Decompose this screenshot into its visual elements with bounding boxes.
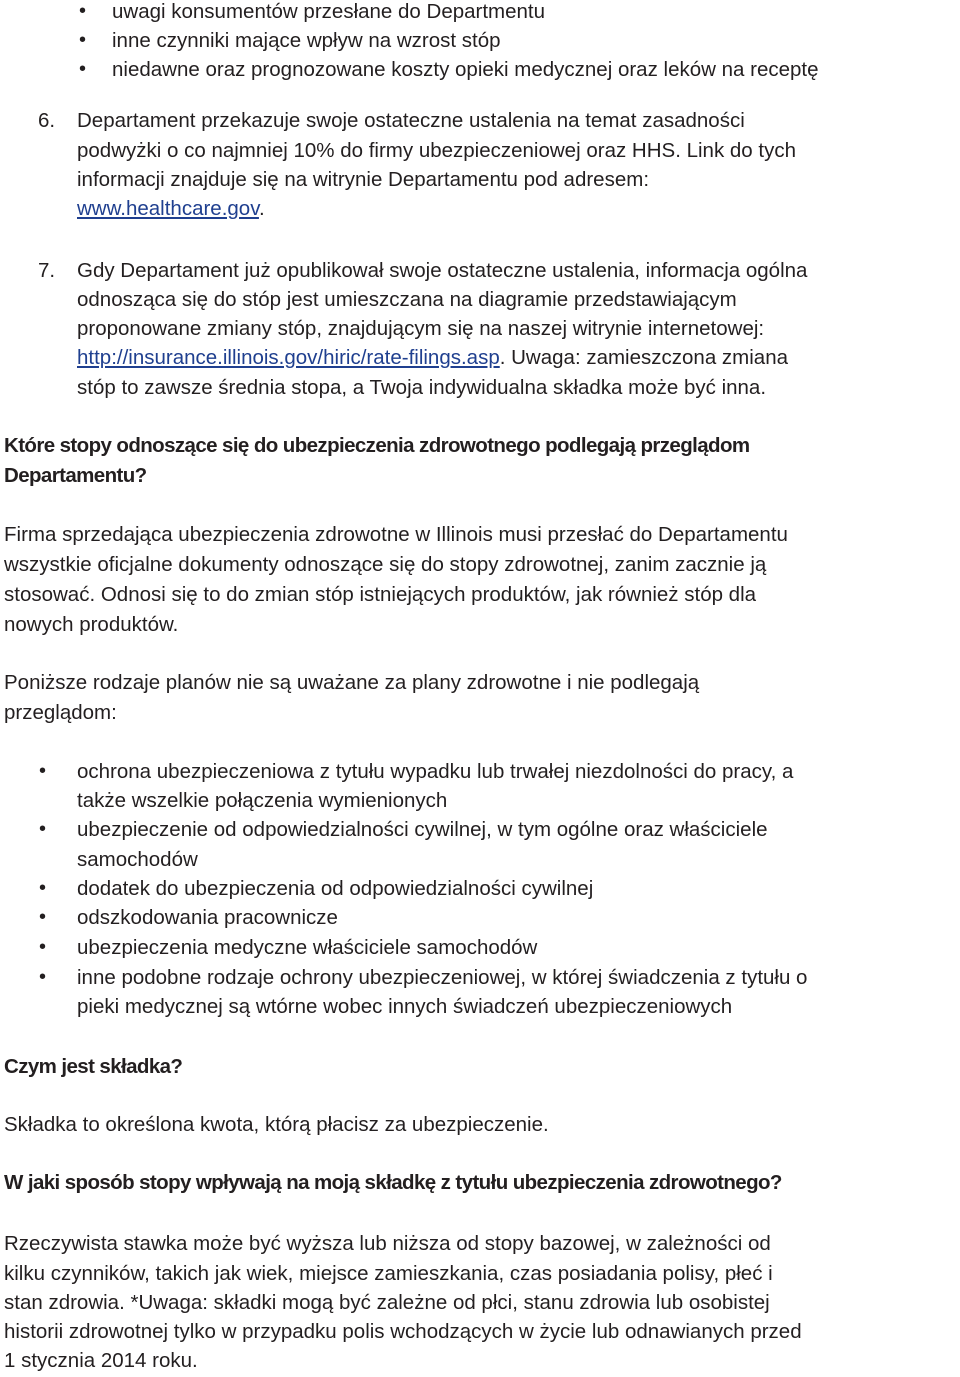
item-text-line: [77, 343, 788, 373]
item-text-line: Gdy Departament już opublikował swoje ostateczne ustalenia, informacja ogólna: [77, 259, 808, 282]
paragraph-line: nowych produktów.: [4, 613, 179, 636]
list-item: także wszelkie połączenia wymienionych: [77, 789, 448, 812]
item-text-line: proponowane zmiany stóp, znajdującym się na naszej witrynie internetowej:: [77, 317, 765, 340]
list-item: inne podobne rodzaje ochrony ubezpieczeniowej, w której świadczenia z tytułu o: [77, 966, 808, 989]
bullet-marker: •: [39, 936, 47, 958]
paragraph-line: kilku czynników, takich jak wiek, miejsce zamieszkania, czas posiadania polisy, płeć i: [4, 1262, 773, 1285]
bullet-marker: •: [39, 818, 47, 840]
list-item: niedawne oraz prognozowane koszty opieki medycznej oraz leków na receptę: [112, 58, 819, 81]
list-item: ubezpieczenia medyczne właściciele samochodów: [77, 936, 538, 959]
paragraph-line: 1 stycznia 2014 roku.: [4, 1349, 198, 1372]
list-item: inne czynniki mające wpływ na wzrost stóp: [112, 29, 501, 52]
rate-filings-link[interactable]: http://insurance.illinois.gov/hiric/rate-filings.asp: [77, 346, 500, 369]
link-suffix: .: [258, 197, 265, 220]
paragraph-line: Składka to określona kwota, którą płacisz za ubezpieczenie.: [4, 1113, 549, 1136]
item-number: 6.: [38, 109, 56, 132]
section-heading: Które stopy odnoszące się do ubezpieczenia zdrowotnego podlegają przeglądom: [4, 434, 750, 457]
section-heading: Departamentu?: [4, 464, 147, 487]
item-text-line: informacji znajduje się na witrynie Departamentu pod adresem:: [77, 168, 650, 191]
list-item: pieki medycznej są wtórne wobec innych świadczeń ubezpieczeniowych: [77, 995, 733, 1018]
paragraph-line: przeglądom:: [4, 701, 117, 724]
paragraph-line: stosować. Odnosi się to do zmian stóp istniejących produktów, jak również stóp dla: [4, 583, 757, 606]
bullet-marker: •: [79, 0, 87, 22]
paragraph-line: wszystkie oficjalne dokumenty odnoszące się do stopy zdrowotnej, zanim zacznie ją: [4, 553, 767, 576]
paragraph-line: Rzeczywista stawka może być wyższa lub niższa od stopy bazowej, w zależności od: [4, 1232, 771, 1255]
paragraph-line: Poniższe rodzaje planów nie są uważane za plany zdrowotne i nie podlegają: [4, 671, 700, 694]
list-item: uwagi konsumentów przesłane do Departmentu: [112, 0, 546, 23]
list-item: ubezpieczenie od odpowiedzialności cywilnej, w tym ogólne oraz właściciele: [77, 818, 768, 841]
paragraph-line: historii zdrowotnej tylko w przypadku polis wchodzących w życie lub odnawianych przed: [4, 1320, 802, 1343]
item-text-line: stóp to zawsze średnia stopa, a Twoja indywidualna składka może być inna.: [77, 376, 767, 399]
section-heading: W jaki sposób stopy wpływają na moją składkę z tytułu ubezpieczenia zdrowotnego?: [4, 1171, 782, 1194]
bullet-marker: •: [39, 966, 47, 988]
item-text-line: podwyżki o co najmniej 10% do firmy ubezpieczeniowej oraz HHS. Link do tych: [77, 139, 796, 162]
section-heading: Czym jest składka?: [4, 1055, 183, 1078]
paragraph-line: Firma sprzedająca ubezpieczenia zdrowotne w Illinois musi przesłać do Departamentu: [4, 523, 788, 546]
healthcare-link[interactable]: www.healthcare.gov: [77, 197, 259, 220]
list-item: samochodów: [77, 848, 198, 871]
item-text-line: [77, 194, 265, 224]
bullet-marker: •: [39, 906, 47, 928]
item-number: 7.: [38, 259, 56, 282]
bullet-marker: •: [39, 760, 47, 782]
list-item: dodatek do ubezpieczenia od odpowiedzialności cywilnej: [77, 877, 594, 900]
item-text-line: odnosząca się do stóp jest umieszczana na diagramie przedstawiającym: [77, 288, 737, 311]
link-suffix: . Uwaga: zamieszczona zmiana: [499, 346, 788, 369]
item-text-line: Departament przekazuje swoje ostateczne ustalenia na temat zasadności: [77, 109, 745, 132]
bullet-marker: •: [79, 58, 87, 80]
paragraph-line: stan zdrowia. *Uwaga: składki mogą być zależne od płci, stanu zdrowia lub osobistej: [4, 1291, 770, 1314]
list-item: odszkodowania pracownicze: [77, 906, 338, 929]
bullet-marker: •: [39, 877, 47, 899]
list-item: ochrona ubezpieczeniowa z tytułu wypadku lub trwałej niezdolności do pracy, a: [77, 760, 794, 783]
bullet-marker: •: [79, 29, 87, 51]
